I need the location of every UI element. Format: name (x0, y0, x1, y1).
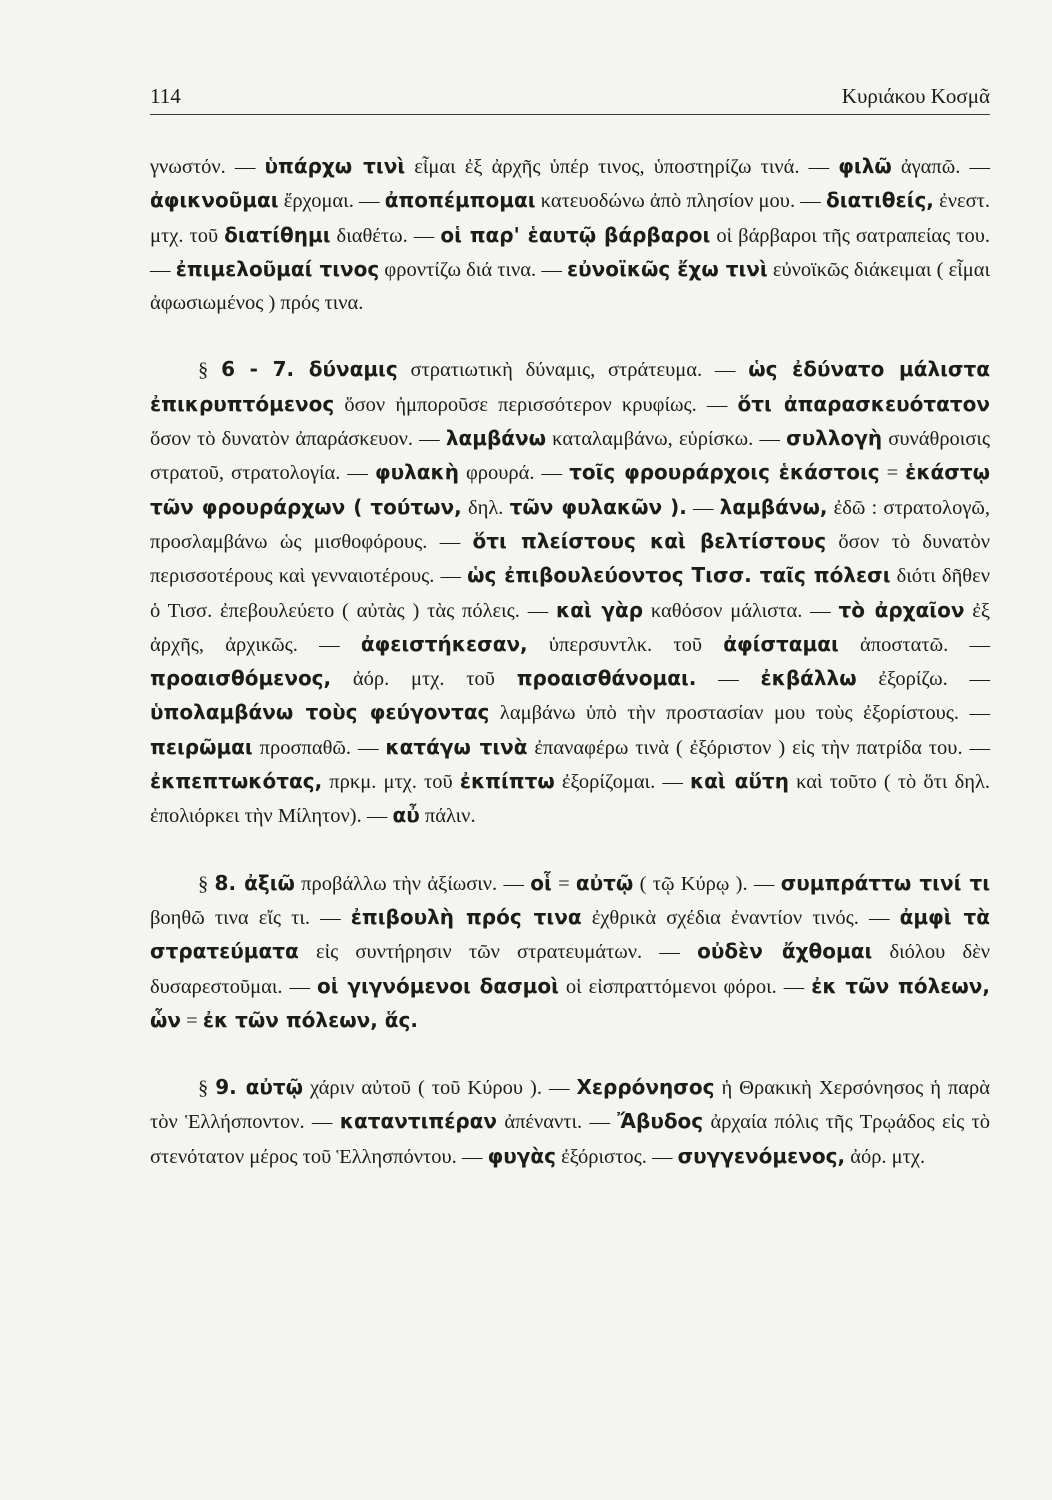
glossary-term: ἐκ τῶν πόλεων, ἅς. (202, 1007, 418, 1032)
glossary-term: αὖ (392, 803, 420, 828)
gloss-text: ὅσον τὸ δυνατὸν ἀπαράσκευον. — (150, 428, 446, 451)
glossary-term: καὶ αὕτη (689, 769, 789, 794)
gloss-text: ἐπαναφέρω τινὰ ( ἐξόριστον ) εἰς τὴν πατρίδα του. — (527, 736, 990, 759)
gloss-text: — (696, 668, 761, 691)
glossary-term: διατίθημι (224, 222, 331, 247)
section-paragraph (150, 867, 990, 1038)
gloss-text: οἱ βάρβαροι τῆς σατραπείας του. — (150, 224, 990, 281)
glossary-term: ὅτι ἀπαρασκευότατον (737, 391, 990, 416)
gloss-text: καταλαμβάνω, εὑρίσκω. — (546, 428, 787, 451)
paragraph-gap (150, 320, 990, 353)
glossary-term: ἐκ τῶν πόλεων, ὧν (150, 973, 990, 1032)
glossary-term: οἱ γιγνόμενοι δασμοὶ (317, 973, 559, 998)
gloss-text: στρατιωτικὴ δύναμις, στράτευμα. — (397, 359, 749, 382)
gloss-text: ( τῷ Κύρῳ ). — (633, 872, 781, 895)
glossary-term: διατιθείς, (825, 188, 934, 213)
glossary-term: 8. ἀξιῶ (214, 870, 295, 895)
gloss-text: ἐξορίζομαι. — (554, 771, 690, 794)
gloss-text: ἔρχομαι. — (278, 190, 385, 213)
gloss-text: ἀγαπῶ. — (891, 156, 991, 178)
glossary-term: τὸ ἀρχαῖον (838, 597, 965, 622)
glossary-term: 6 - 7. δύναμις (221, 357, 398, 382)
glossary-term: ἐκπίπτω (459, 769, 555, 794)
glossary-term: ὑπολαμβάνω τοὺς φεύγοντας (150, 700, 490, 725)
gloss-text: λαμβάνω ὑπὸ τὴν προστασίαν μου τοὺς ἐξορίστους. — (489, 702, 990, 725)
gloss-text: ἡ Θρακικὴ Χερσόνησος ἡ παρὰ τὸν Ἑλλήσποντον. — (150, 1077, 990, 1134)
glossary-term: ἀφίσταμαι (723, 631, 839, 656)
glossary-term: ὡς ἐπιβουλεύοντος Τισσ. ταῖς πόλεσι (467, 563, 891, 588)
glossary-term: ὑπάρχω τινὶ (264, 154, 406, 178)
gloss-text: διότι δῆθεν ὁ Τισσ. ἐπεβουλεύετο ( αὐτὰς ) τὰς πόλεις. — (150, 565, 990, 622)
glossary-term: φυγὰς (487, 1143, 556, 1168)
glossary-term: ἐπιβουλὴ πρός τινα (350, 904, 582, 929)
gloss-text: ἐξορίζω. — (856, 668, 990, 691)
glossary-term: αὐτῷ (575, 870, 634, 895)
gloss-text: προβάλλω τὴν ἀξίωσιν. — (294, 872, 531, 895)
glossary-term: 9. αὐτῷ (215, 1075, 304, 1100)
gloss-text: ὅσον ἠμποροῦσε περισσότερον κρυφίως. — (334, 393, 738, 416)
gloss-text: ἀρχαία πόλις τῆς Τρῳάδος εἰς τὸ στενότατον μέρος τοῦ Ἑλλησπόντου. — (150, 1111, 990, 1168)
gloss-text: πάλιν. (419, 805, 476, 828)
glossary-term: συμπράττω τινί τι (780, 870, 991, 895)
gloss-text: συνάθροισις στρατοῦ, στρατολογία. — (150, 428, 991, 485)
glossary-term: λαμβάνω (445, 426, 547, 451)
gloss-text: § (198, 359, 222, 382)
glossary-term: συλλογὴ (786, 426, 883, 451)
gloss-text: φροντίζω διά τινα. — (379, 258, 568, 281)
gloss-text: βοηθῶ τινα εἴς τι. — (150, 906, 351, 929)
glossary-term: προαισθόμενος, (150, 666, 332, 691)
gloss-text: πρκμ. μτχ. τοῦ (322, 771, 460, 794)
glossary-term: καὶ γὰρ (556, 597, 644, 622)
glossary-term: συγγενόμενος, (677, 1143, 846, 1168)
gloss-text: ἀόρ. μτχ. τοῦ (331, 668, 517, 691)
glossary-term: ἀφειστήκεσαν, (360, 631, 528, 656)
gloss-text: ἐξ ἀρχῆς, ἀρχικῶς. — (150, 599, 991, 656)
glossary-term: τῶν φυλακῶν ). (509, 494, 687, 519)
glossary-term: φιλῶ (838, 154, 892, 178)
gloss-text: § (198, 872, 215, 895)
glossary-term: ἀφικνοῦμαι (150, 188, 279, 213)
gloss-text: = (879, 462, 906, 485)
glossary-term: οἷ (530, 870, 552, 895)
page-header (150, 80, 990, 115)
page-number: 114 (150, 84, 181, 108)
gloss-text: ἐδῶ : στρατολογῶ, προσλαμβάνω ὡς μισθοφόρους. — (150, 496, 991, 553)
gloss-text: κατευοδώνω ἀπὸ πλησίον μου. — (535, 190, 826, 213)
gloss-text: ἀποστατῶ. — (838, 633, 990, 656)
gloss-text: διαθέτω. — (330, 224, 441, 247)
glossary-term: ἀποπέμπομαι (384, 188, 536, 213)
glossary-term: καταντιπέραν (339, 1109, 498, 1134)
gloss-text: = (551, 872, 576, 895)
glossary-term: ὅτι πλείστους καὶ βελτίστους (472, 528, 827, 553)
gloss-text: ἐχθρικὰ σχέδια ἐναντίον τινός. — (581, 906, 900, 929)
gloss-text: δηλ. (461, 496, 510, 519)
glossary-term: ἑκάστῳ τῶν φρουράρχων ( τούτων, (150, 460, 991, 519)
gloss-text: καὶ τοῦτο ( τὸ ὅτι δηλ. ἐπολιόρκει τὴν Μίλητον). — (150, 771, 991, 828)
glossary-term: φυλακὴ (374, 460, 459, 485)
glossary-term: πειρῶμαι (150, 734, 253, 759)
gloss-text: καθόσον μάλιστα. — (643, 599, 839, 622)
gloss-text: ὅσον τὸ δυνατὸν περισσοτέρους καὶ γενναιοτέρους. — (150, 530, 990, 588)
glossary-term: οἱ παρ' ἑαυτῷ βάρβαροι (440, 222, 711, 247)
glossary-term: λαμβάνω, (719, 494, 828, 519)
glossary-term: ἐπιμελοῦμαί τινος (175, 256, 380, 281)
paragraph-gap (150, 834, 990, 867)
gloss-text: ὑπερσυντλκ. τοῦ (527, 633, 724, 656)
gloss-text: ἀόρ. μτχ. (845, 1145, 926, 1168)
glossary-text (150, 150, 990, 1174)
gloss-text: γνωστόν. — (150, 156, 265, 178)
gloss-text: διόλου δὲν δυσαρεστοῦμαι. — (150, 941, 991, 998)
continued-paragraph (150, 150, 990, 320)
glossary-term: οὐδὲν ἄχθομαι (697, 939, 873, 964)
paragraph-gap (150, 1038, 990, 1071)
gloss-text: εἶμαι ἐξ ἀρχῆς ὑπέρ τινος, ὑποστηρίζω τινά. — (405, 156, 839, 178)
gloss-text: εἰς συντήρησιν τῶν στρατευμάτων. — (298, 941, 698, 964)
glossary-term: ὡς ἐδύνατο μάλιστα ἐπικρυπτόμενος (150, 357, 990, 416)
running-title: Κυριάκου Κοσμᾶ (841, 84, 990, 108)
glossary-term: ἀμφὶ τὰ στρατεύματα (150, 904, 990, 964)
glossary-term: προαισθάνομαι. (516, 666, 697, 691)
gloss-text: ἐξόριστος. — (555, 1145, 678, 1168)
section-paragraph (150, 1071, 990, 1174)
gloss-text: § (198, 1077, 216, 1100)
gloss-text: — (686, 496, 720, 519)
gloss-text: προσπαθῶ. — (252, 736, 386, 759)
gloss-text: φρουρά. — (458, 462, 570, 485)
glossary-term: ἐκπεπτωκότας, (150, 769, 323, 794)
gloss-text: εὐνοϊκῶς διάκειμαι ( εἶμαι ἀφωσιωμένος ) πρός τινα. (150, 258, 990, 315)
gloss-text: = (181, 1009, 203, 1032)
gloss-text: οἱ εἰσπραττόμενοι φόροι. — (558, 975, 812, 998)
gloss-text: χάριν αὐτοῦ ( τοῦ Κύρου ). — (303, 1077, 577, 1100)
glossary-term: ἐκβάλλω (760, 666, 857, 691)
gloss-text: ἐνεστ. μτχ. τοῦ (150, 190, 990, 247)
section-paragraph (150, 353, 990, 833)
glossary-term: τοῖς φρουράρχοις ἑκάστοις (569, 460, 880, 485)
glossary-term: Χερρόνησος (576, 1075, 715, 1100)
glossary-term: εὐνοϊκῶς ἔχω τινὶ (567, 256, 768, 281)
gloss-text: ἀπέναντι. — (497, 1111, 618, 1134)
glossary-term: κατάγω τινὰ (385, 734, 528, 759)
glossary-term: Ἄβυδος (617, 1109, 704, 1134)
